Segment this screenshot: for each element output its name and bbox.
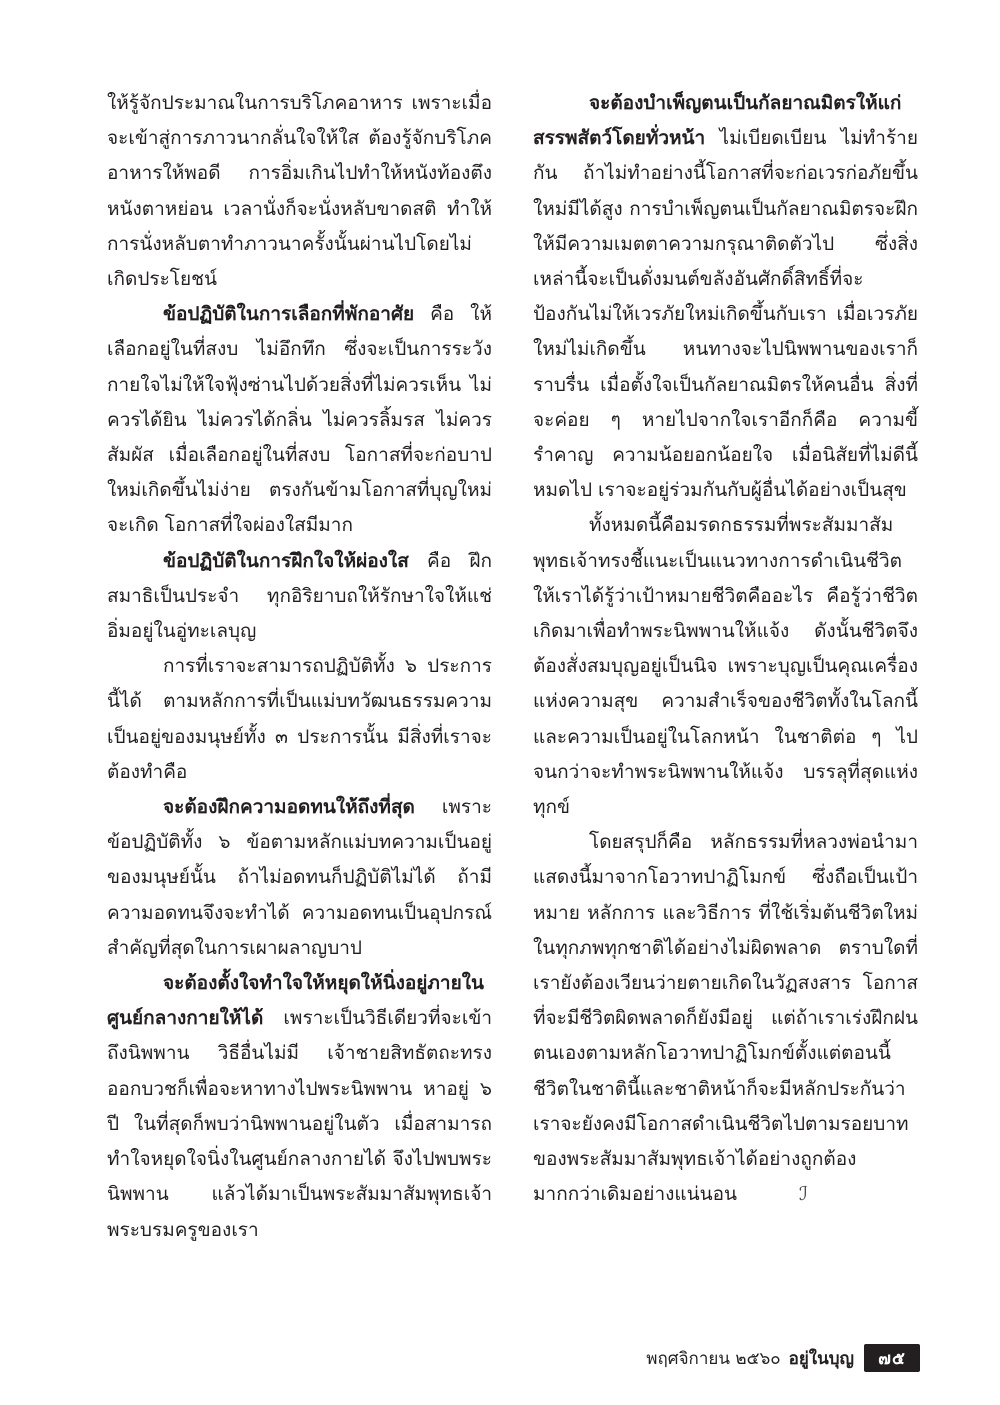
paragraph: โดยสรุปก็คือ หลักธรรมที่หลวงพ่อนำมาแสดงนี้มาจากโอวาทปาฏิโมกข์ ซึ่งถือเป็นเป้าหมาย หลักการ และวิธีการ ที่ใช้เริ่มต้นชีวิตใหม่ในทุกภพทุกชาติได้อย่างไม่ผิดพลาด ตราบใดที่เรายังต้องเวียนว่ายตายเกิดในวัฏสงสาร โอกาสที่จะมีชีวิตผิดพลาดก็ยังมีอยู่ แต่ถ้าเราเร่งฝึกฝนตนเองตามหลักโอวาทปาฏิโมกข์ตั้งแต่ตอนนี้ ชีวิตในชาตินี้และชาติหน้าก็จะมีหลักประกันว่า เราจะยังคงมีโอกาสดำเนินชีวิตไปตามรอยบาทของพระสัมมาสัมพุทธเจ้าได้อย่างถูกต้องมากกว่าเดิมอย่างแน่นอน ℐ bbox=[533, 825, 918, 1212]
left-column bbox=[107, 86, 492, 1248]
paragraph: ข้อปฏิบัติในการฝึกใจให้ผ่องใส คือ ฝึกสมาธิเป็นประจำ ทุกอิริยาบถให้รักษาใจให้แช่อิ่มอยู่ในอู่ทะเลบุญ bbox=[107, 549, 492, 643]
paragraph: จะต้องตั้งใจทำใจให้หยุดให้นิ่งอยู่ภายในศูนย์กลางกายให้ได้ เพราะเป็นวิธีเดียวที่จะเข้าถึงนิพพาน วิธีอื่นไม่มี เจ้าชายสิทธัตถะทรงออกบวชก็เพื่อจะหาทางไปพระนิพพาน หาอยู่ ๖ ปี ในที่สุดก็พบว่านิพพานอยู่ในตัว เมื่อสามารถทำใจหยุดใจนิ่งในศูนย์กลางกายได้ จึงไปพบพระนิพพาน แล้วได้มาเป็นพระสัมมาสัมพุทธเจ้าพระบรมครูของเรา bbox=[107, 972, 492, 1241]
page-number: ๗๕ bbox=[864, 1344, 920, 1372]
paragraph: จะต้องบำเพ็ญตนเป็นกัลยาณมิตรให้แก่สรรพสัตว์โดยทั่วหน้า ไม่เบียดเบียน ไม่ทำร้ายกัน ถ้าไม่ทำอย่างนี้โอกาสที่จะก่อเวรก่อภัยขึ้นใหม่มีได้สูง การบำเพ็ญตนเป็นกัลยาณมิตรจะฝึกให้มีความเมตตาความกรุณาติดตัวไป ซึ่งสิ่งเหล่านี้จะเป็นดั่งมนต์ขลังอันศักดิ์สิทธิ์ที่จะป้องกันไม่ให้เวรภัยใหม่เกิดขึ้นกับเรา เมื่อเวรภัยใหม่ไม่เกิดขึ้น หนทางจะไปนิพพานของเราก็ราบรื่น เมื่อตั้งใจเป็นกัลยาณมิตรให้คนอื่น สิ่งที่จะค่อย ๆ หายไปจากใจเราอีกก็คือ ความขี้รำคาญ ความน้อยอกน้อยใจ เมื่อนิสัยที่ไม่ดีนี้หมดไป เราจะอยู่ร่วมกันกับผู้อื่นได้อย่างเป็นสุข bbox=[533, 92, 918, 502]
bold-heading: จะต้องบำเพ็ญตนเป็นกัลยาณมิตรให้แก่สรรพสัตว์โดยทั่วหน้า bbox=[533, 92, 902, 150]
paragraph: ให้รู้จักประมาณในการบริโภคอาหาร เพราะเมื่อจะเข้าสู่การภาวนากลั่นใจให้ใส ต้องรู้จักบริโภคอาหารให้พอดี การอิ่มเกินไปทำให้หนังท้องตึง หนังตาหย่อน เวลานั่งก็จะนั่งหลับขาดสติ ทำให้การนั่งหลับตาทำภาวนาครั้งนั้นผ่านไปโดยไม่เกิดประโยชน์ bbox=[107, 92, 492, 291]
paragraph: จะต้องฝึกความอดทนให้ถึงที่สุด เพราะข้อปฏิบัติทั้ง ๖ ข้อตามหลักแม่บทความเป็นอยู่ของมนุษย์นั้น ถ้าไม่อดทนก็ปฏิบัติไม่ได้ ถ้ามีความอดทนจึงจะทำได้ ความอดทนเป็นอุปกรณ์สำคัญที่สุดในการเผาผลาญบาป bbox=[107, 796, 492, 959]
bold-heading: ข้อปฏิบัติในการฝึกใจให้ผ่องใส bbox=[163, 549, 409, 572]
magazine-title: อยู่ในบุญ bbox=[788, 1348, 854, 1369]
bold-heading: จะต้องตั้งใจทำใจให้หยุดให้นิ่งอยู่ภายในศูนย์กลางกายให้ได้ bbox=[107, 972, 484, 1030]
bold-heading: ข้อปฏิบัติในการเลือกที่พักอาศัย bbox=[163, 303, 415, 326]
paragraph: ทั้งหมดนี้คือมรดกธรรมที่พระสัมมาสัมพุทธเจ้าทรงชี้แนะเป็นแนวทางการดำเนินชีวิต ให้เราได้รู้ว่าเป้าหมายชีวิตคืออะไร คือรู้ว่าชีวิตเกิดมาเพื่อทำพระนิพพานให้แจ้ง ดังนั้นชีวิตจึงต้องสั่งสมบุญอยู่เป็นนิจ เพราะบุญเป็นคุณเครื่องแห่งความสุข ความสำเร็จของชีวิตทั้งในโลกนี้และความเป็นอยู่ในโลกหน้า ในชาติต่อ ๆ ไป จนกว่าจะทำพระนิพพานให้แจ้ง บรรลุที่สุดแห่งทุกข์ bbox=[533, 514, 918, 819]
paragraph: ข้อปฏิบัติในการเลือกที่พักอาศัย คือ ให้เลือกอยู่ในที่สงบ ไม่อึกทึก ซึ่งจะเป็นการระวังกายใจไม่ให้ใจฟุ้งซ่านไปด้วยสิ่งที่ไม่ควรเห็น ไม่ควรได้ยิน ไม่ควรได้กลิ่น ไม่ควรลิ้มรส ไม่ควรสัมผัส เมื่อเลือกอยู่ในที่สงบ โอกาสที่จะก่อบาปใหม่เกิดขึ้นไม่ง่าย ตรงกันข้ามโอกาสที่บุญใหม่จะเกิด โอกาสที่ใจผ่องใสมีมาก bbox=[107, 303, 492, 537]
page-footer bbox=[560, 1343, 920, 1373]
end-mark-icon: ℐ bbox=[799, 1183, 808, 1206]
bold-heading: จะต้องฝึกความอดทนให้ถึงที่สุด bbox=[163, 796, 415, 819]
issue-date: พฤศจิกายน ๒๕๖๐ bbox=[646, 1348, 781, 1369]
paragraph: การที่เราจะสามารถปฏิบัติทั้ง ๖ ประการนี้ได้ ตามหลักการที่เป็นแม่บทวัฒนธรรมความเป็นอยู่ของมนุษย์ทั้ง ๓ ประการนั้น มีสิ่งที่เราจะต้องทำคือ bbox=[107, 655, 492, 783]
right-column bbox=[533, 86, 918, 1213]
